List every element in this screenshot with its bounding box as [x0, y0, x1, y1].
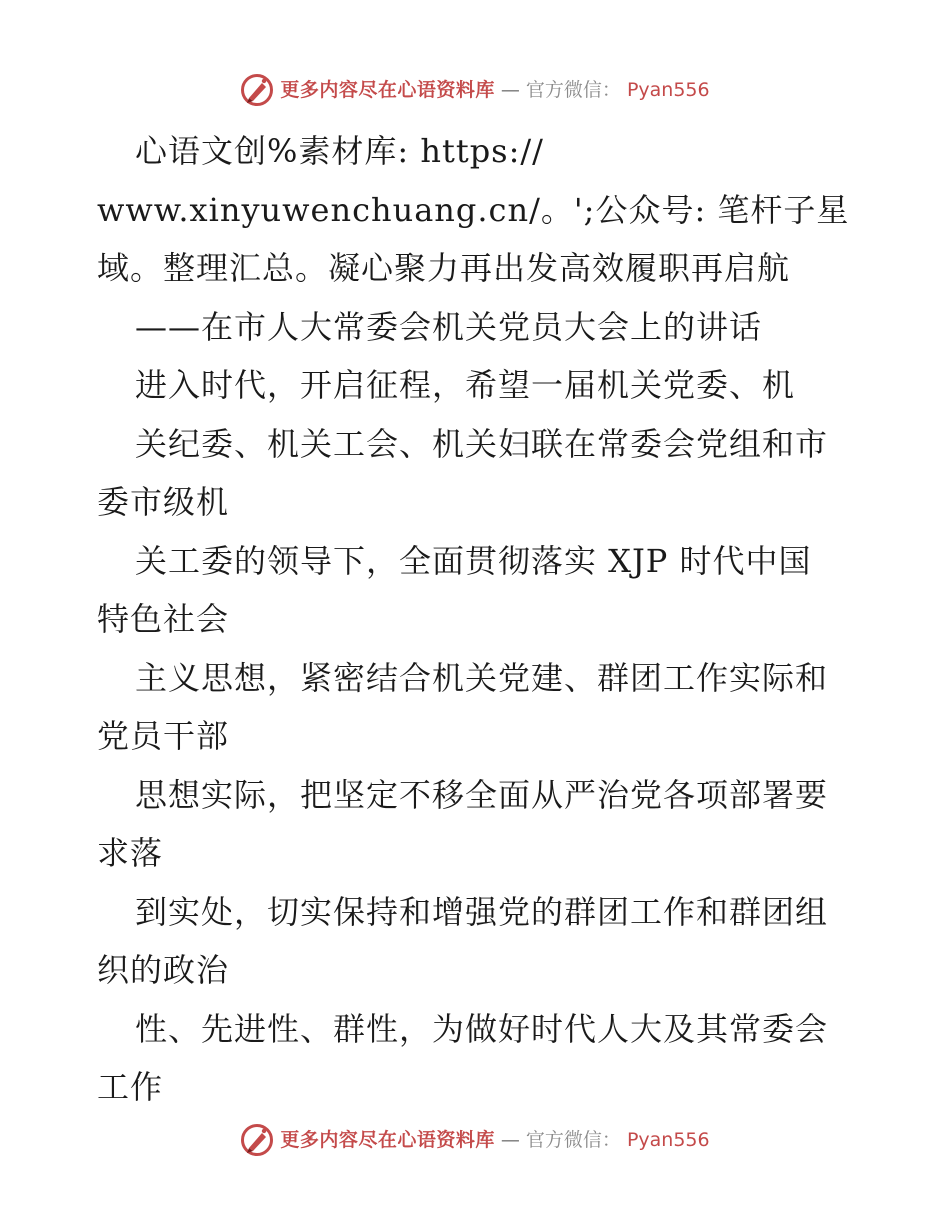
text-line: 求落 [97, 834, 164, 872]
footer-banner [0, 1120, 950, 1160]
text-line: 委市级机 [97, 483, 230, 521]
text-line: 织的政治 [97, 951, 230, 989]
banner-title: 更多内容尽在心语资料库 [280, 1128, 495, 1151]
text-line: 关纪委、机关工会、机关妇联在常委会党组和市 [135, 424, 829, 463]
banner-title: 更多内容尽在心语资料库 [280, 78, 495, 101]
text-line: 到实处，切实保持和增强党的群团工作和群团组 [135, 892, 829, 931]
text-line: 主义思想，紧密结合机关党建、群团工作实际和 [135, 658, 829, 697]
banner-wechat-label: 官方微信： [525, 1128, 621, 1151]
header-banner [0, 70, 950, 110]
banner-wechat-id: Pyan556 [626, 1128, 710, 1151]
banner-wechat-label: 官方微信： [525, 78, 621, 101]
banner-separator: — [500, 78, 520, 101]
document-body [97, 122, 877, 1117]
text-line: 进入时代，开启征程，希望一届机关党委、机 [135, 366, 796, 404]
text-line: 党员干部 [97, 717, 230, 755]
text-line: 特色社会 [97, 600, 230, 638]
pen-logo-icon [240, 73, 274, 107]
banner-wechat-id: Pyan556 [626, 78, 710, 101]
text-line: 思想实际，把坚定不移全面从严治党各项部署要 [135, 775, 829, 814]
text-line: 心语文创%素材库: https:// [135, 132, 544, 170]
pen-logo-icon [240, 1123, 274, 1157]
text-line: 关工委的领导下，全面贯彻落实 XJP 时代中国 [135, 541, 812, 580]
text-line: 性、先进性、群性，为做好时代人大及其常委会 [135, 1009, 829, 1048]
banner-separator: — [500, 1128, 520, 1151]
text-line: 域。整理汇总。凝心聚力再出发高效履职再启航 [97, 249, 791, 287]
speech-subtitle: ——在市人大常委会机关党员大会上的讲话 [135, 307, 763, 346]
text-line: 工作 [97, 1068, 164, 1106]
text-line: www.xinyuwenchuang.cn/。';公众号: 笔杆子星 [97, 190, 850, 229]
